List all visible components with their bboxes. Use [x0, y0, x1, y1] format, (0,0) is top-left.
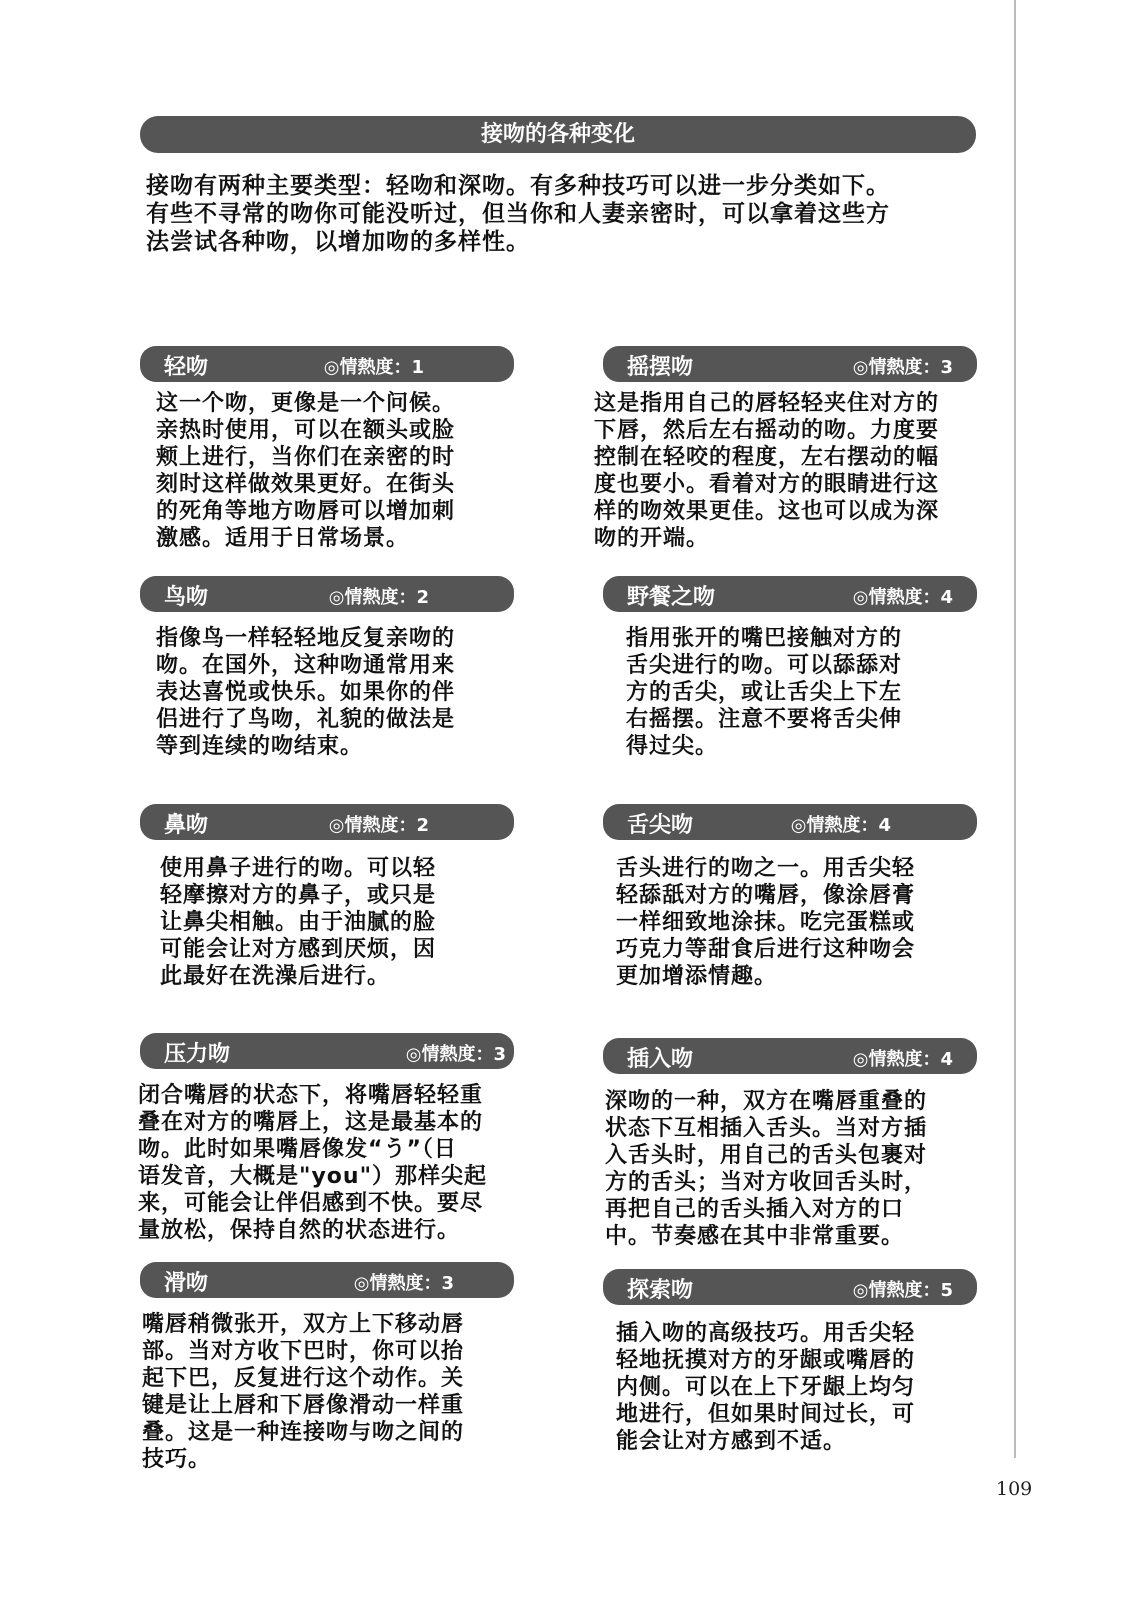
- section-title: 舌尖吻: [627, 813, 694, 838]
- section-header: [140, 576, 514, 612]
- section-title: 滑吻: [164, 1271, 209, 1296]
- margin-line: [1014, 0, 1016, 1458]
- heat-level: ◎情熱度：1: [323, 357, 424, 378]
- heat-level: ◎情熱度：5: [852, 1280, 953, 1301]
- section-header: [140, 1262, 514, 1298]
- section-title: 野餐之吻: [627, 585, 716, 610]
- page-title: 接吻的各种变化: [140, 116, 976, 153]
- section-title: 压力吻: [164, 1042, 231, 1067]
- heat-level: ◎情熱度：3: [405, 1044, 506, 1065]
- section-title: 插入吻: [627, 1047, 694, 1072]
- section-title: 摇摆吻: [627, 355, 694, 380]
- section-header: [140, 346, 514, 382]
- heat-level: ◎情熱度：2: [328, 815, 429, 836]
- section-text: 这是指用自己的唇轻轻夹住对方的 下唇，然后左右摇动的吻。力度要 控制在轻咬的程度，左右摆动的幅 度也要小。看着对方的眼睛进行这 样的吻效果更佳。这也可以成为深 吻的开端。: [594, 391, 940, 551]
- section-text: 指像鸟一样轻轻地反复亲吻的 吻。在国外，这种吻通常用来 表达喜悦或快乐。如果你的伴 侣进行了鸟吻，礼貌的做法是 等到连续的吻结束。: [156, 626, 456, 759]
- section-header: [603, 1269, 977, 1305]
- section-text: 使用鼻子进行的吻。可以轻 轻摩擦对方的鼻子，或只是 让鼻尖相触。由于油腻的脸 可能会让对方感到厌烦，因 此最好在洗澡后进行。: [160, 856, 437, 989]
- heat-level: ◎情熱度：4: [790, 815, 891, 836]
- section-text: 插入吻的高级技巧。用舌尖轻 轻地抚摸对方的牙龈或嘴唇的 内侧。可以在上下牙龈上均匀 地进行，但如果时间过长，可 能会让对方感到不适。: [616, 1321, 916, 1454]
- section-header: [603, 346, 977, 382]
- heat-level: ◎情熱度：2: [328, 587, 429, 608]
- section-title: 探索吻: [627, 1278, 694, 1303]
- section-title: 鼻吻: [164, 813, 209, 838]
- section-text: 这一个吻，更像是一个问候。 亲热时使用，可以在额头或脸 颊上进行，当你们在亲密的时 刻时这样做效果更好。在街头 的死角等地方吻唇可以增加刺 激感。适用于日常场景。: [156, 391, 456, 551]
- section-header: [603, 576, 977, 612]
- intro-paragraph: 接吻有两种主要类型：轻吻和深吻。有多种技巧可以进一步分类如下。 有些不寻常的吻你可能没听过，但当你和人妻亲密时，可以拿着这些方 法尝试各种吻，以增加吻的多样性。: [146, 173, 890, 255]
- heat-level: ◎情熱度：3: [852, 357, 953, 378]
- section-header: [140, 804, 514, 840]
- section-header: [603, 804, 977, 840]
- section-text: 舌头进行的吻之一。用舌尖轻 轻舔舐对方的嘴唇，像涂唇膏 一样细致地涂抹。吃完蛋糕或 巧克力等甜食后进行这种吻会 更加增添情趣。: [616, 856, 916, 989]
- section-text: 指用张开的嘴巴接触对方的 舌尖进行的吻。可以舔舔对 方的舌尖，或让舌尖上下左 右摇摆。注意不要将舌尖伸 得过尖。: [626, 626, 903, 759]
- section-text: 嘴唇稍微张开，双方上下移动唇 部。当对方收下巴时，你可以抬 起下巴，反复进行这个动作。关 键是让上唇和下唇像滑动一样重 叠。这是一种连接吻与吻之间的 技巧。: [142, 1312, 465, 1472]
- section-title: 鸟吻: [164, 585, 209, 610]
- section-header: [603, 1038, 977, 1074]
- section-title: 轻吻: [164, 355, 209, 380]
- heat-level: ◎情熱度：3: [353, 1273, 454, 1294]
- page-number: 109: [996, 1478, 1033, 1500]
- heat-level: ◎情熱度：4: [852, 587, 953, 608]
- heat-level: ◎情熱度：4: [852, 1049, 953, 1070]
- section-text: 深吻的一种，双方在嘴唇重叠的 状态下互相插入舌头。当对方插 入舌头时，用自己的舌头包裹对 方的舌头；当对方收回舌头时， 再把自己的舌头插入对方的口 中。节奏感在其中非常重要。: [605, 1089, 928, 1249]
- section-text: 闭合嘴唇的状态下，将嘴唇轻轻重 叠在对方的嘴唇上，这是最基本的 吻。此时如果嘴唇像发“う”（日 语发音，大概是"you"）那样尖起 来，可能会让伴侣感到不快。要尽 量放松，保持自然的状态进行。: [138, 1083, 488, 1243]
- section-header: [140, 1033, 514, 1069]
